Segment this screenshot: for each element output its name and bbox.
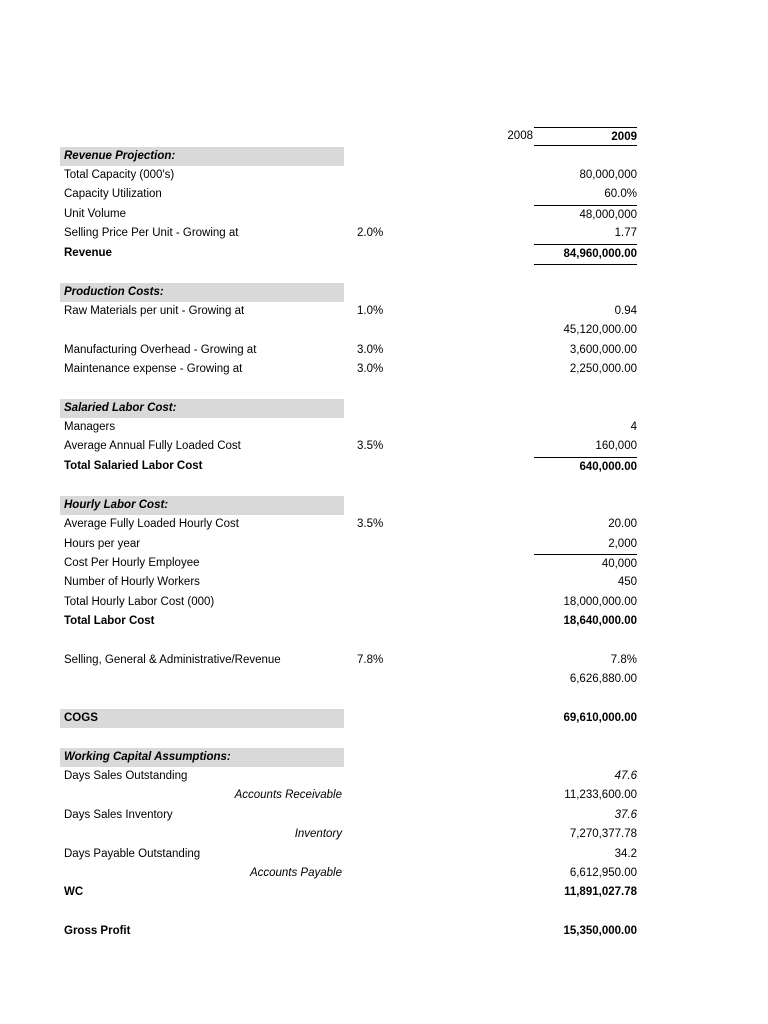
row-value: 2,250,000.00 — [569, 363, 637, 375]
table-row — [0, 825, 768, 844]
row-value: 18,640,000.00 — [563, 615, 637, 627]
row-label: Cost Per Hourly Employee — [64, 557, 200, 569]
table-row — [0, 341, 768, 360]
row-label: Days Sales Inventory — [64, 809, 173, 821]
row-value: 6,626,880.00 — [569, 673, 637, 685]
row-value: 450 — [617, 576, 637, 588]
row-value: 1.77 — [614, 227, 637, 239]
gross-profit-label: Gross Profit — [64, 925, 131, 937]
table-row — [0, 437, 768, 456]
row-value: 18,000,000.00 — [563, 596, 637, 608]
row-value: 3,600,000.00 — [569, 344, 637, 356]
row-value: 11,891,027.78 — [564, 886, 637, 898]
hourly-section-row — [0, 496, 768, 515]
table-row — [0, 612, 768, 631]
table-row — [0, 864, 768, 883]
table-row — [0, 573, 768, 592]
production-section-row — [0, 283, 768, 302]
row-value: 6,612,950.00 — [569, 867, 637, 879]
row-label: Total Salaried Labor Cost — [64, 460, 203, 472]
table-row — [0, 670, 768, 689]
table-row — [0, 360, 768, 379]
row-label: Selling, General & Administrative/Revenue — [64, 654, 281, 666]
row-value: 84,960,000.00 — [534, 244, 637, 265]
row-value: 48,000,000 — [534, 205, 637, 225]
row-label: Number of Hourly Workers — [64, 576, 200, 588]
revenue-section-row — [0, 147, 768, 166]
row-value: 0.94 — [614, 305, 637, 317]
cogs-value: 69,610,000.00 — [563, 712, 637, 724]
gross-profit-value: 15,350,000.00 — [563, 925, 637, 937]
header-underline — [534, 145, 637, 146]
cogs-row — [0, 709, 768, 728]
production-section-title: Production Costs: — [60, 283, 344, 302]
row-rate: 7.8% — [357, 654, 384, 666]
row-sublabel: Inventory — [294, 828, 342, 840]
row-rate: 3.0% — [357, 344, 384, 356]
table-row — [0, 883, 768, 902]
table-row — [0, 806, 768, 825]
row-value: 45,120,000.00 — [563, 324, 637, 336]
row-value: 11,233,600.00 — [564, 789, 637, 801]
table-row — [0, 302, 768, 321]
cogs-label: COGS — [60, 709, 344, 728]
row-label: Days Sales Outstanding — [64, 770, 188, 782]
row-rate: 1.0% — [357, 305, 384, 317]
table-row — [0, 244, 768, 263]
table-row — [0, 418, 768, 437]
table-row — [0, 845, 768, 864]
row-label: Manufacturing Overhead - Growing at — [64, 344, 257, 356]
row-label: Total Labor Cost — [64, 615, 155, 627]
table-row — [0, 166, 768, 185]
table-row — [0, 321, 768, 340]
row-value: 20.00 — [608, 518, 637, 530]
row-label: Managers — [64, 421, 116, 433]
row-label: Raw Materials per unit - Growing at — [64, 305, 245, 317]
header-row — [0, 127, 768, 146]
row-value: 40,000 — [534, 554, 637, 574]
row-rate: 3.5% — [357, 440, 384, 452]
gross-profit-row — [0, 922, 768, 941]
row-label: Unit Volume — [64, 208, 127, 220]
row-value: 80,000,000 — [579, 169, 637, 181]
table-row — [0, 651, 768, 670]
table-row — [0, 515, 768, 534]
row-value: 7,270,377.78 — [569, 828, 637, 840]
row-label: Hours per year — [64, 538, 141, 550]
table-row — [0, 593, 768, 612]
row-label: Maintenance expense - Growing at — [64, 363, 243, 375]
working-capital-section-row — [0, 748, 768, 767]
row-value: 2,000 — [608, 538, 637, 550]
row-value: 37.6 — [614, 809, 637, 821]
row-sublabel: Accounts Payable — [249, 867, 342, 879]
row-value: 4 — [630, 421, 637, 433]
row-rate: 2.0% — [357, 227, 384, 239]
row-value: 7.8% — [610, 654, 637, 666]
table-row — [0, 457, 768, 476]
table-row — [0, 224, 768, 243]
row-label: Capacity Utilization — [64, 188, 162, 200]
row-sublabel: Accounts Receivable — [234, 789, 342, 801]
row-label: Revenue — [64, 247, 112, 259]
row-label: WC — [64, 886, 84, 898]
salaried-section-row — [0, 399, 768, 418]
row-rate: 3.0% — [357, 363, 384, 375]
table-row — [0, 205, 768, 224]
row-value: 160,000 — [595, 440, 637, 452]
row-value: 47.6 — [614, 770, 637, 782]
year-2009-header: 2009 — [534, 127, 637, 147]
row-value: 34.2 — [614, 848, 637, 860]
table-row — [0, 185, 768, 204]
revenue-section-title: Revenue Projection: — [60, 147, 344, 166]
salaried-section-title: Salaried Labor Cost: — [60, 399, 344, 418]
table-row — [0, 767, 768, 786]
row-value: 60.0% — [604, 188, 637, 200]
row-label: Average Annual Fully Loaded Cost — [64, 440, 241, 452]
table-row — [0, 554, 768, 573]
year-2008-header: 2008 — [507, 130, 533, 142]
row-label: Total Capacity (000's) — [64, 169, 175, 181]
hourly-section-title: Hourly Labor Cost: — [60, 496, 344, 515]
row-rate: 3.5% — [357, 518, 384, 530]
row-label: Selling Price Per Unit - Growing at — [64, 227, 239, 239]
table-row — [0, 535, 768, 554]
row-value: 640,000.00 — [534, 457, 637, 477]
row-label: Total Hourly Labor Cost (000) — [64, 596, 215, 608]
working-capital-section-title: Working Capital Assumptions: — [60, 748, 344, 767]
row-label: Average Fully Loaded Hourly Cost — [64, 518, 239, 530]
table-row — [0, 786, 768, 805]
row-label: Days Payable Outstanding — [64, 848, 201, 860]
